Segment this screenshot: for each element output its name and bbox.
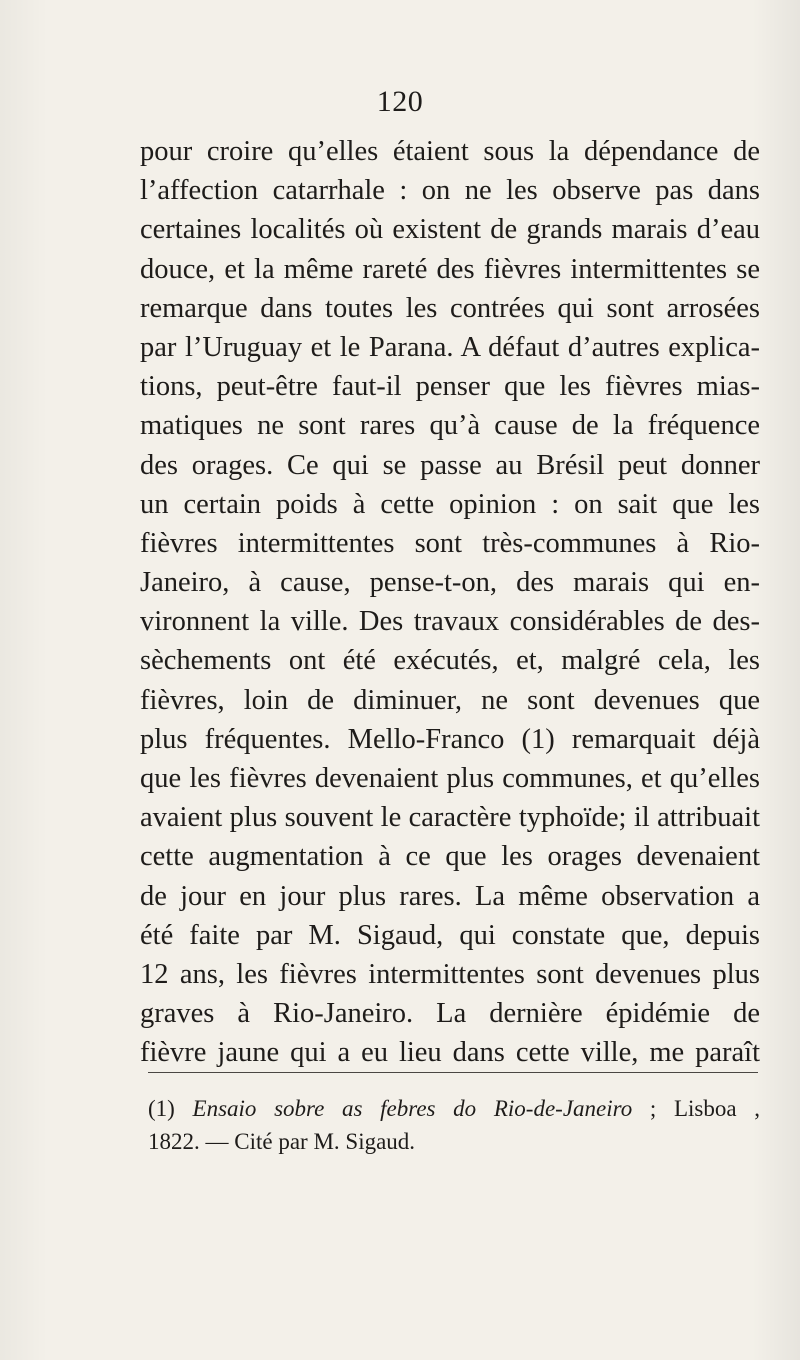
text-line: matiques ne sont rares qu’à cause de la fréquence xyxy=(140,410,760,442)
text-line: cette augmentation à ce que les orages devenaient xyxy=(140,841,760,873)
footnote-publisher: ; Lisboa , xyxy=(649,1096,761,1121)
text-line: tions, peut-être faut-il penser que les fièvres mias- xyxy=(140,371,760,403)
text-line: certaines localités où existent de grands marais d’eau xyxy=(140,214,760,246)
footnote xyxy=(148,1092,760,1158)
footnote-line-2: 1822. — Cité par M. Sigaud. xyxy=(148,1129,416,1154)
text-line: fièvre jaune qui a eu lieu dans cette ville, me paraît xyxy=(140,1037,760,1069)
text-line: pour croire qu’elles étaient sous la dépendance de xyxy=(140,136,760,167)
text-line: remarque dans toutes les contrées qui sont arrosées xyxy=(140,292,760,324)
text-line: vironnent la ville. Des travaux considérables de des- xyxy=(140,606,760,638)
text-line: par l’Uruguay et le Parana. A défaut d’autres explica- xyxy=(140,331,760,363)
page-number: 120 xyxy=(376,85,424,118)
text-line: que les fièvres devenaient plus communes, et qu’elles xyxy=(140,763,760,794)
footnote-marker: (1) xyxy=(148,1096,175,1121)
text-line: été faite par M. Sigaud, qui constate que, depuis xyxy=(140,919,760,951)
footnote-divider xyxy=(148,1072,758,1073)
footnote-title: Ensaio sobre as febres do Rio-de-Janeiro xyxy=(192,1096,633,1121)
text-line: avaient plus souvent le caractère typhoïde; il attribuait xyxy=(140,802,760,834)
text-line: 12 ans, les fièvres intermittentes sont devenues plus xyxy=(140,958,760,990)
text-line: sèchements ont été exécutés, et, malgré cela, les xyxy=(140,645,760,677)
text-line: graves à Rio-Janeiro. La dernière épidémie de xyxy=(140,998,760,1030)
body-text xyxy=(140,132,760,1073)
text-line: douce, et la même rareté des fièvres intermittentes se xyxy=(140,253,760,285)
text-line: Janeiro, à cause, pense-t-on, des marais qui en- xyxy=(140,567,760,599)
text-line: plus fréquentes. Mello-Franco (1) remarquait déjà xyxy=(140,723,760,755)
text-line: fièvres, loin de diminuer, ne sont devenues que xyxy=(140,684,760,716)
text-line: de jour en jour plus rares. La même observation a xyxy=(140,880,760,912)
text-line: des orages. Ce qui se passe au Brésil peut donner xyxy=(140,449,760,481)
text-line: l’affection catarrhale : on ne les observe pas dans xyxy=(140,175,760,207)
footnote-line-1 xyxy=(148,1092,760,1125)
text-line: un certain poids à cette opinion : on sait que les xyxy=(140,488,760,520)
text-line: fièvres intermittentes sont très-communes à Rio- xyxy=(140,527,760,559)
